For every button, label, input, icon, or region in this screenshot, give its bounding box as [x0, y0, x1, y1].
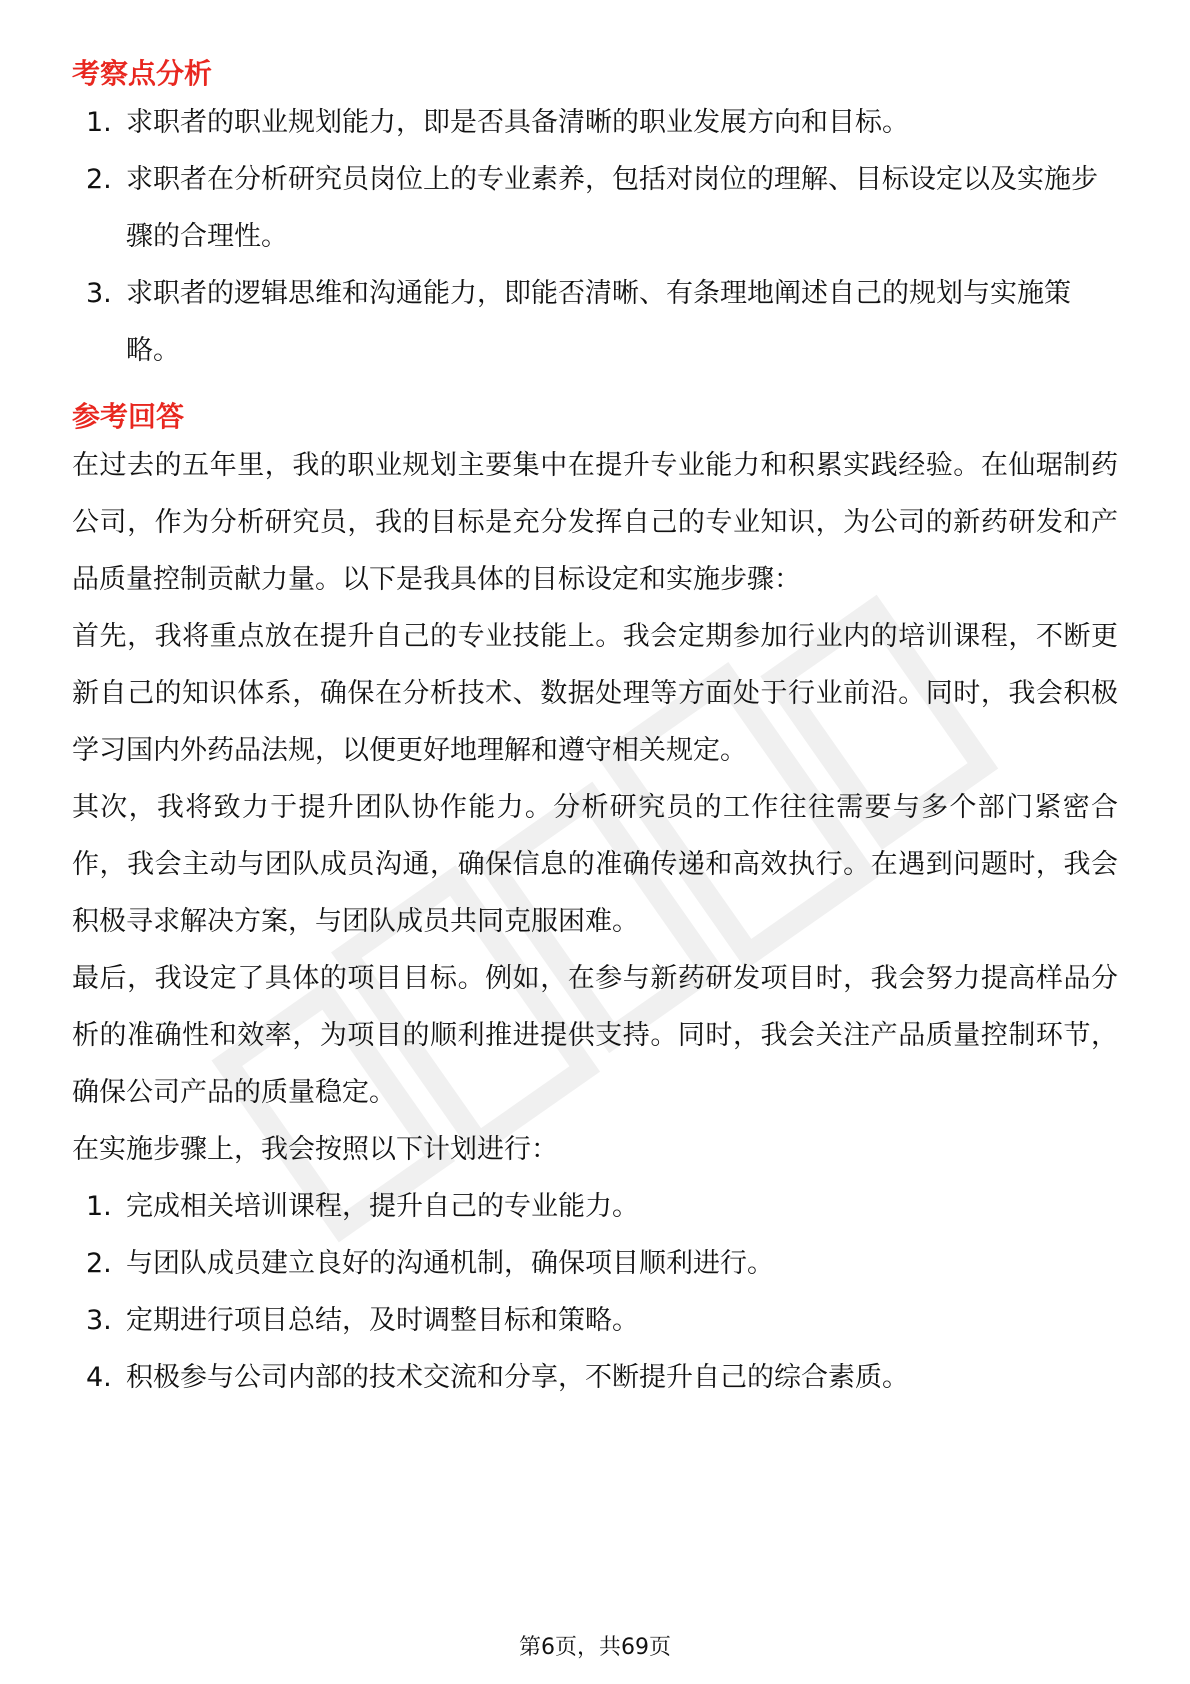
answer-paragraph: 在过去的五年里，我的职业规划主要集中在提升专业能力和积累实践经验。在仙琚制药公司，作为分析研究员，我的目标是充分发挥自己的专业知识，为公司的新药研发和产品质量控制贡献力量。以下是我具体的目标设定和实施步骤：	[72, 450, 1118, 595]
page-number-footer: 第6页，共69页	[519, 1635, 671, 1660]
document-page	[72, 44, 1118, 1406]
list-item-text: 求职者的逻辑思维和沟通能力，即能否清晰、有条理地阐述自己的规划与实施策略。	[126, 278, 1071, 366]
list-item	[72, 151, 1118, 265]
list-number: 2.	[86, 1248, 112, 1279]
list-item-text: 与团队成员建立良好的沟通机制，确保项目顺利进行。	[126, 1248, 774, 1279]
list-item	[72, 1235, 1118, 1292]
section-heading-analysis: 考察点分析	[72, 57, 213, 90]
list-number: 1.	[86, 107, 112, 138]
list-item	[72, 265, 1118, 379]
analysis-list	[72, 94, 1118, 379]
list-item	[72, 1349, 1118, 1406]
list-item	[72, 94, 1118, 151]
list-item-text: 定期进行项目总结，及时调整目标和策略。	[126, 1305, 639, 1336]
answer-paragraph: 其次，我将致力于提升团队协作能力。分析研究员的工作往往需要与多个部门紧密合作，我会主动与团队成员沟通，确保信息的准确传递和高效执行。在遇到问题时，我会积极寻求解决方案，与团队成员共同克服困难。	[72, 792, 1118, 937]
list-number: 2.	[86, 164, 112, 195]
list-number: 3.	[86, 278, 112, 309]
answer-paragraph: 最后，我设定了具体的项目目标。例如，在参与新药研发项目时，我会努力提高样品分析的准确性和效率，为项目的顺利推进提供支持。同时，我会关注产品质量控制环节，确保公司产品的质量稳定。	[72, 963, 1118, 1108]
list-number: 4.	[86, 1362, 112, 1393]
list-number: 1.	[86, 1191, 112, 1222]
list-item-text: 求职者在分析研究员岗位上的专业素养，包括对岗位的理解、目标设定以及实施步骤的合理性。	[126, 164, 1098, 252]
answer-paragraph: 在实施步骤上，我会按照以下计划进行：	[72, 1134, 558, 1165]
list-number: 3.	[86, 1305, 112, 1336]
list-item-text: 求职者的职业规划能力，即是否具备清晰的职业发展方向和目标。	[126, 107, 909, 138]
list-item	[72, 1178, 1118, 1235]
steps-list	[72, 1178, 1118, 1406]
list-item-text: 积极参与公司内部的技术交流和分享，不断提升自己的综合素质。	[126, 1362, 909, 1393]
answer-paragraph: 首先，我将重点放在提升自己的专业技能上。我会定期参加行业内的培训课程，不断更新自己的知识体系，确保在分析技术、数据处理等方面处于行业前沿。同时，我会积极学习国内外药品法规，以便更好地理解和遵守相关规定。	[72, 621, 1118, 766]
list-item	[72, 1292, 1118, 1349]
list-item-text: 完成相关培训课程，提升自己的专业能力。	[126, 1191, 639, 1222]
section-heading-answer: 参考回答	[72, 400, 185, 433]
